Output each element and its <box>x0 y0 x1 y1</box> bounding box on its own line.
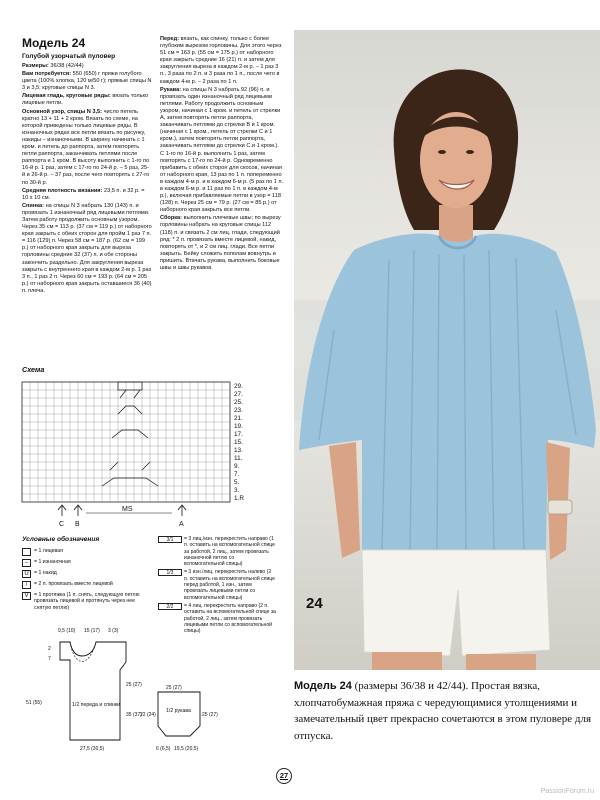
caption-text: (размеры 36/38 и 42/44). Простая вязка, хлопчатобумажная пряжа с чередующимися утолщениями и замечательный цвет прекрасно сочетаются в этом пуловере для отпуска. <box>294 680 592 742</box>
sleeves-value: на спицы N 3 набрать 92 (96) п. и провязать один изнаночный ряд лицевыми петлями. Работу продолжить основным узором, начиная с 1 кром. и петель от стрелки А, затем повторять петли раппорта, заканчивать петлями до стрелки В и 1 кром. (начиная с 1 кром., петель от стрелки С и 1 кром.), затем повторять петли раппорта, заканчивать петлями до стрелки С и 1 кром.). С 1-го по 16-й р. выполнить 1 раз, затем повторять с 17-го по 24-й р. Одновременно прибавить с обеих сторон для скосов, начиная от наборного края, 13 раз по 1 п. попеременно в каждом 4-м р. и в каждом 6-м р. (5 раз по 1 п. в каждом 6-м р. и 11 раз по 1 п. в каждом 4-м р.), включая прибавляемые петли в узор = 118 (128) п. Через 25 см = 79 р. (27 см = 85 р.) от наборного края закрыть все петли. <box>160 86 284 214</box>
marker-c: C <box>59 521 65 528</box>
photo-illustration <box>294 30 600 670</box>
legend-cross-symbol: 2/2 <box>158 603 182 610</box>
chart-row-label: 21. <box>234 415 243 422</box>
chart-row-label: 7. <box>234 471 240 478</box>
chart-row-label: 29. <box>234 383 243 390</box>
legend-item-yarnover <box>22 570 150 578</box>
sleeve-height: 22 (24) <box>140 712 156 718</box>
model-title: Модель 24 <box>22 36 86 50</box>
legend-cross-symbol: 1/3 <box>158 569 182 576</box>
chart-row-label: 23. <box>234 407 243 414</box>
chart-row-label: 25. <box>234 399 243 406</box>
legend-cross-symbol: 3/1 <box>158 536 182 543</box>
instructions-column-left <box>22 36 152 296</box>
density-value: 23,5 п. и 32 р. = 10 х 10 см. <box>22 187 145 201</box>
legend-cross-text: = 3 лиц./изн. перекрестить направо (1 п. оставить на вспомогательной спице за работой, 2 лиц., затем провязать изнаночной петлю со вспомогательной спицы) <box>184 536 275 568</box>
legend-cross-right-3 <box>158 536 276 567</box>
marker-b: B <box>75 521 80 528</box>
assembly-label: Сборка: <box>160 215 183 222</box>
dim-neck: 9,5 (10) <box>58 628 76 634</box>
dim-neck-back: 7 <box>48 656 51 662</box>
legend-cross-text: = 4 лиц. перекрестить направо (2 п. оставить на вспомогательной спице за работой, 2 лиц., затем провязать лицевыми петли со вспомогательной спицы) <box>184 602 276 635</box>
instructions-column-mid <box>160 36 284 273</box>
sleeve-top-dim: 25 (27) <box>166 685 182 691</box>
body-piece-label: 1/2 переда и спинки <box>72 702 121 708</box>
chart-row-label: 15. <box>234 439 243 446</box>
assembly-value: выполнить плечевые швы; по вырезу горловины набрать на круговые спицы 112 (118) п. и связать 2 см лиц. глади, следующий ряд: * 2 п. провязать вместе лицевой, накид, повторять от *, и 2 см лиц. глади. Все петли закрыть. Бейку сложить пополам вовнутрь и пришить. Втачать рукава, выполнить боковые швы и швы рукавов. <box>160 215 281 271</box>
dim-armhole: 25 (27) <box>126 682 142 688</box>
chart-row-label: 11. <box>234 455 243 462</box>
chart-row-label: 5. <box>234 479 240 486</box>
density-label: Средняя плотность вязания: <box>22 187 103 194</box>
model-subtitle: Голубой узорчатый пуловер <box>22 53 116 60</box>
front-value: вязать, как спинку, только с более глубоким вырезом горловины. Для этого через 51 см = 163 р. (55 см = 175 р.) от наборного края закрыть средние 16 (21) п. и затем для закругления выреза в каждом 2-м р. – 1 раз 3 п., 3 раза по 2 п. и 3 раза по 1 п., после чего в каждом 4-м р. – 2 раза по 1 п. <box>160 36 282 85</box>
legend-text: = 1 изнаночная <box>34 559 71 565</box>
legend-symbol: U <box>22 570 31 578</box>
materials-label: Вам потребуется: <box>22 71 72 78</box>
sleeve-pattern-diagram <box>140 682 260 767</box>
sleeve-bottom: 19,5 (20,5) <box>174 746 199 752</box>
materials-paragraph <box>22 71 152 92</box>
marker-a: A <box>179 521 184 528</box>
body-pattern-svg <box>22 626 140 756</box>
caption-model: Модель 24 <box>294 680 352 692</box>
legend-item-skp <box>22 592 150 611</box>
legend-text: = 1 лицевая <box>34 548 63 554</box>
sizes-paragraph <box>22 63 152 70</box>
main-pattern-value: число петель кратно 13 + 11 + 2 кром. Вязать по схеме, на которой приведены только лицевые ряды. В изнаночных рядах все петли вязать по рисунку, накиды – изнаночными. В ширину начинать с 1 кром. и петель до раппорта, затем повторять петли раппорта, заканчивать петлями после раппорта и 1 кром. В высоту выполнить с 1-го по 16-й р. 1 раз, затем с 17-го по 24-й р. – 5 раз, 25-й и 26-й р. – 37 раз, после чего повторять с 27-го по 30-й р. <box>22 108 150 186</box>
front-paragraph <box>160 36 284 86</box>
sleeves-label: Рукава: <box>160 86 182 93</box>
legend-symbol: V <box>22 592 31 600</box>
legend-symbol: – <box>22 559 31 567</box>
chart-row-label: 13. <box>234 447 243 454</box>
body-pattern-diagram <box>22 626 140 761</box>
legend-text: = 1 накид <box>34 570 57 576</box>
stitch1-value: вязать только лицевые петли. <box>22 93 149 107</box>
dim-shoulder: 15 (17) <box>84 628 100 634</box>
stitch1-paragraph <box>22 93 152 107</box>
dim-top: 3 (3) <box>108 628 119 634</box>
front-label: Перед: <box>160 36 180 42</box>
schema-title: Схема <box>22 365 45 374</box>
back-paragraph <box>22 203 152 295</box>
chart-row-label: 9. <box>234 463 240 470</box>
legend-item-k2tog <box>22 581 150 589</box>
sleeves-paragraph <box>160 87 284 215</box>
knitting-chart <box>22 374 262 539</box>
chart-row-label: 27. <box>234 391 243 398</box>
sizes-value: 36/38 (42/44) <box>50 63 84 69</box>
chart-row-label: 1.R <box>234 495 244 502</box>
marker-ms: MS <box>122 506 133 513</box>
chart-row-label: 19. <box>234 423 243 430</box>
legend-crosses <box>158 536 276 636</box>
sleeve-length: 25 (27) <box>202 712 218 718</box>
page-number: 27 <box>276 768 292 784</box>
legend-title: Условные обозначения <box>22 536 100 543</box>
legend-cross-text: = 3 изн./лиц. перекрестить налево (2 п. оставить на вспомогательной спице перед работой, 1 изн., затем провязать лицевыми петли со вспомогательной спицы) <box>184 569 275 601</box>
back-label: Спинка: <box>22 202 45 209</box>
density-paragraph <box>22 188 152 202</box>
legend-cross-right-4 <box>158 603 276 634</box>
dim-side: 35 (37) <box>126 712 142 718</box>
back-value: на спицы N 3 набрать 130 (143) п. и провязать 1 изнаночный ряд лицевыми петлями. Затем работу продолжить основным узором. Через 35 см = 113 р. (37 см = 119 р.) от наборного края закрыть с обеих сторон для пройм 1 раз 7 п. = 116 (129) п. Через 58 см = 187 р. (62 см = 199 р.) от наборного края закрыть для выреза горловины средние 32 (37) п. и обе стороны закончить раздельно. Для закругления выреза закрыть с внутреннего края в каждом 2-м р. 1 раз 3 п., 1 раз 2 п. Через 60 см = 193 р. (64 см = 205 р.) от наборного края закрыть оставшиеся 36 (40) п. плеча. <box>22 202 152 294</box>
model-photo <box>294 30 600 670</box>
main-pattern-label: Основной узор, спицы N 3,5: <box>22 108 103 115</box>
legend-symbol: / <box>22 581 31 589</box>
chart-row-label: 17. <box>234 431 243 438</box>
dim-length: 51 (55) <box>26 700 42 706</box>
photo-number: 24 <box>306 595 323 612</box>
stitch1-label: Лицевая гладь, круговые ряды: <box>22 93 111 100</box>
sleeve-cuff: 6 (6,5) <box>156 746 171 752</box>
sizes-label: Размеры: <box>22 63 49 69</box>
sleeve-piece-label: 1/2 рукава <box>166 708 191 714</box>
sleeve-pattern-svg <box>140 682 260 762</box>
chart-markers <box>58 505 186 528</box>
knitting-chart-grid <box>22 374 262 534</box>
legend-item-purl <box>22 559 150 567</box>
main-pattern-paragraph <box>22 109 152 187</box>
legend-cross-left-3 <box>158 569 276 600</box>
chart-row-label: 3. <box>234 487 240 494</box>
legend-text: = 1 протяжка (1 п. снять, следующую петлю провязать лицевой и протянуть через нее снятую петлю) <box>34 592 140 611</box>
legend-list <box>22 548 150 614</box>
dim-neck-front: 2 <box>48 646 51 652</box>
legend-text: = 2 п. провязать вместе лицевой <box>34 581 113 587</box>
watermark: PassionForum.ru <box>540 788 594 795</box>
legend-item-knit <box>22 548 150 556</box>
assembly-paragraph <box>160 215 284 272</box>
photo-caption <box>294 678 594 744</box>
chart-row-labels <box>234 383 244 502</box>
dim-width: 27,5 (30,5) <box>80 746 105 752</box>
legend-symbol <box>22 548 31 556</box>
materials-value: 550 (650) г пряжи голубого цвета (100% хлопка, 120 м/50 г); прямые спицы N 3 и 3,5; круговые спицы N 3. <box>22 71 152 92</box>
